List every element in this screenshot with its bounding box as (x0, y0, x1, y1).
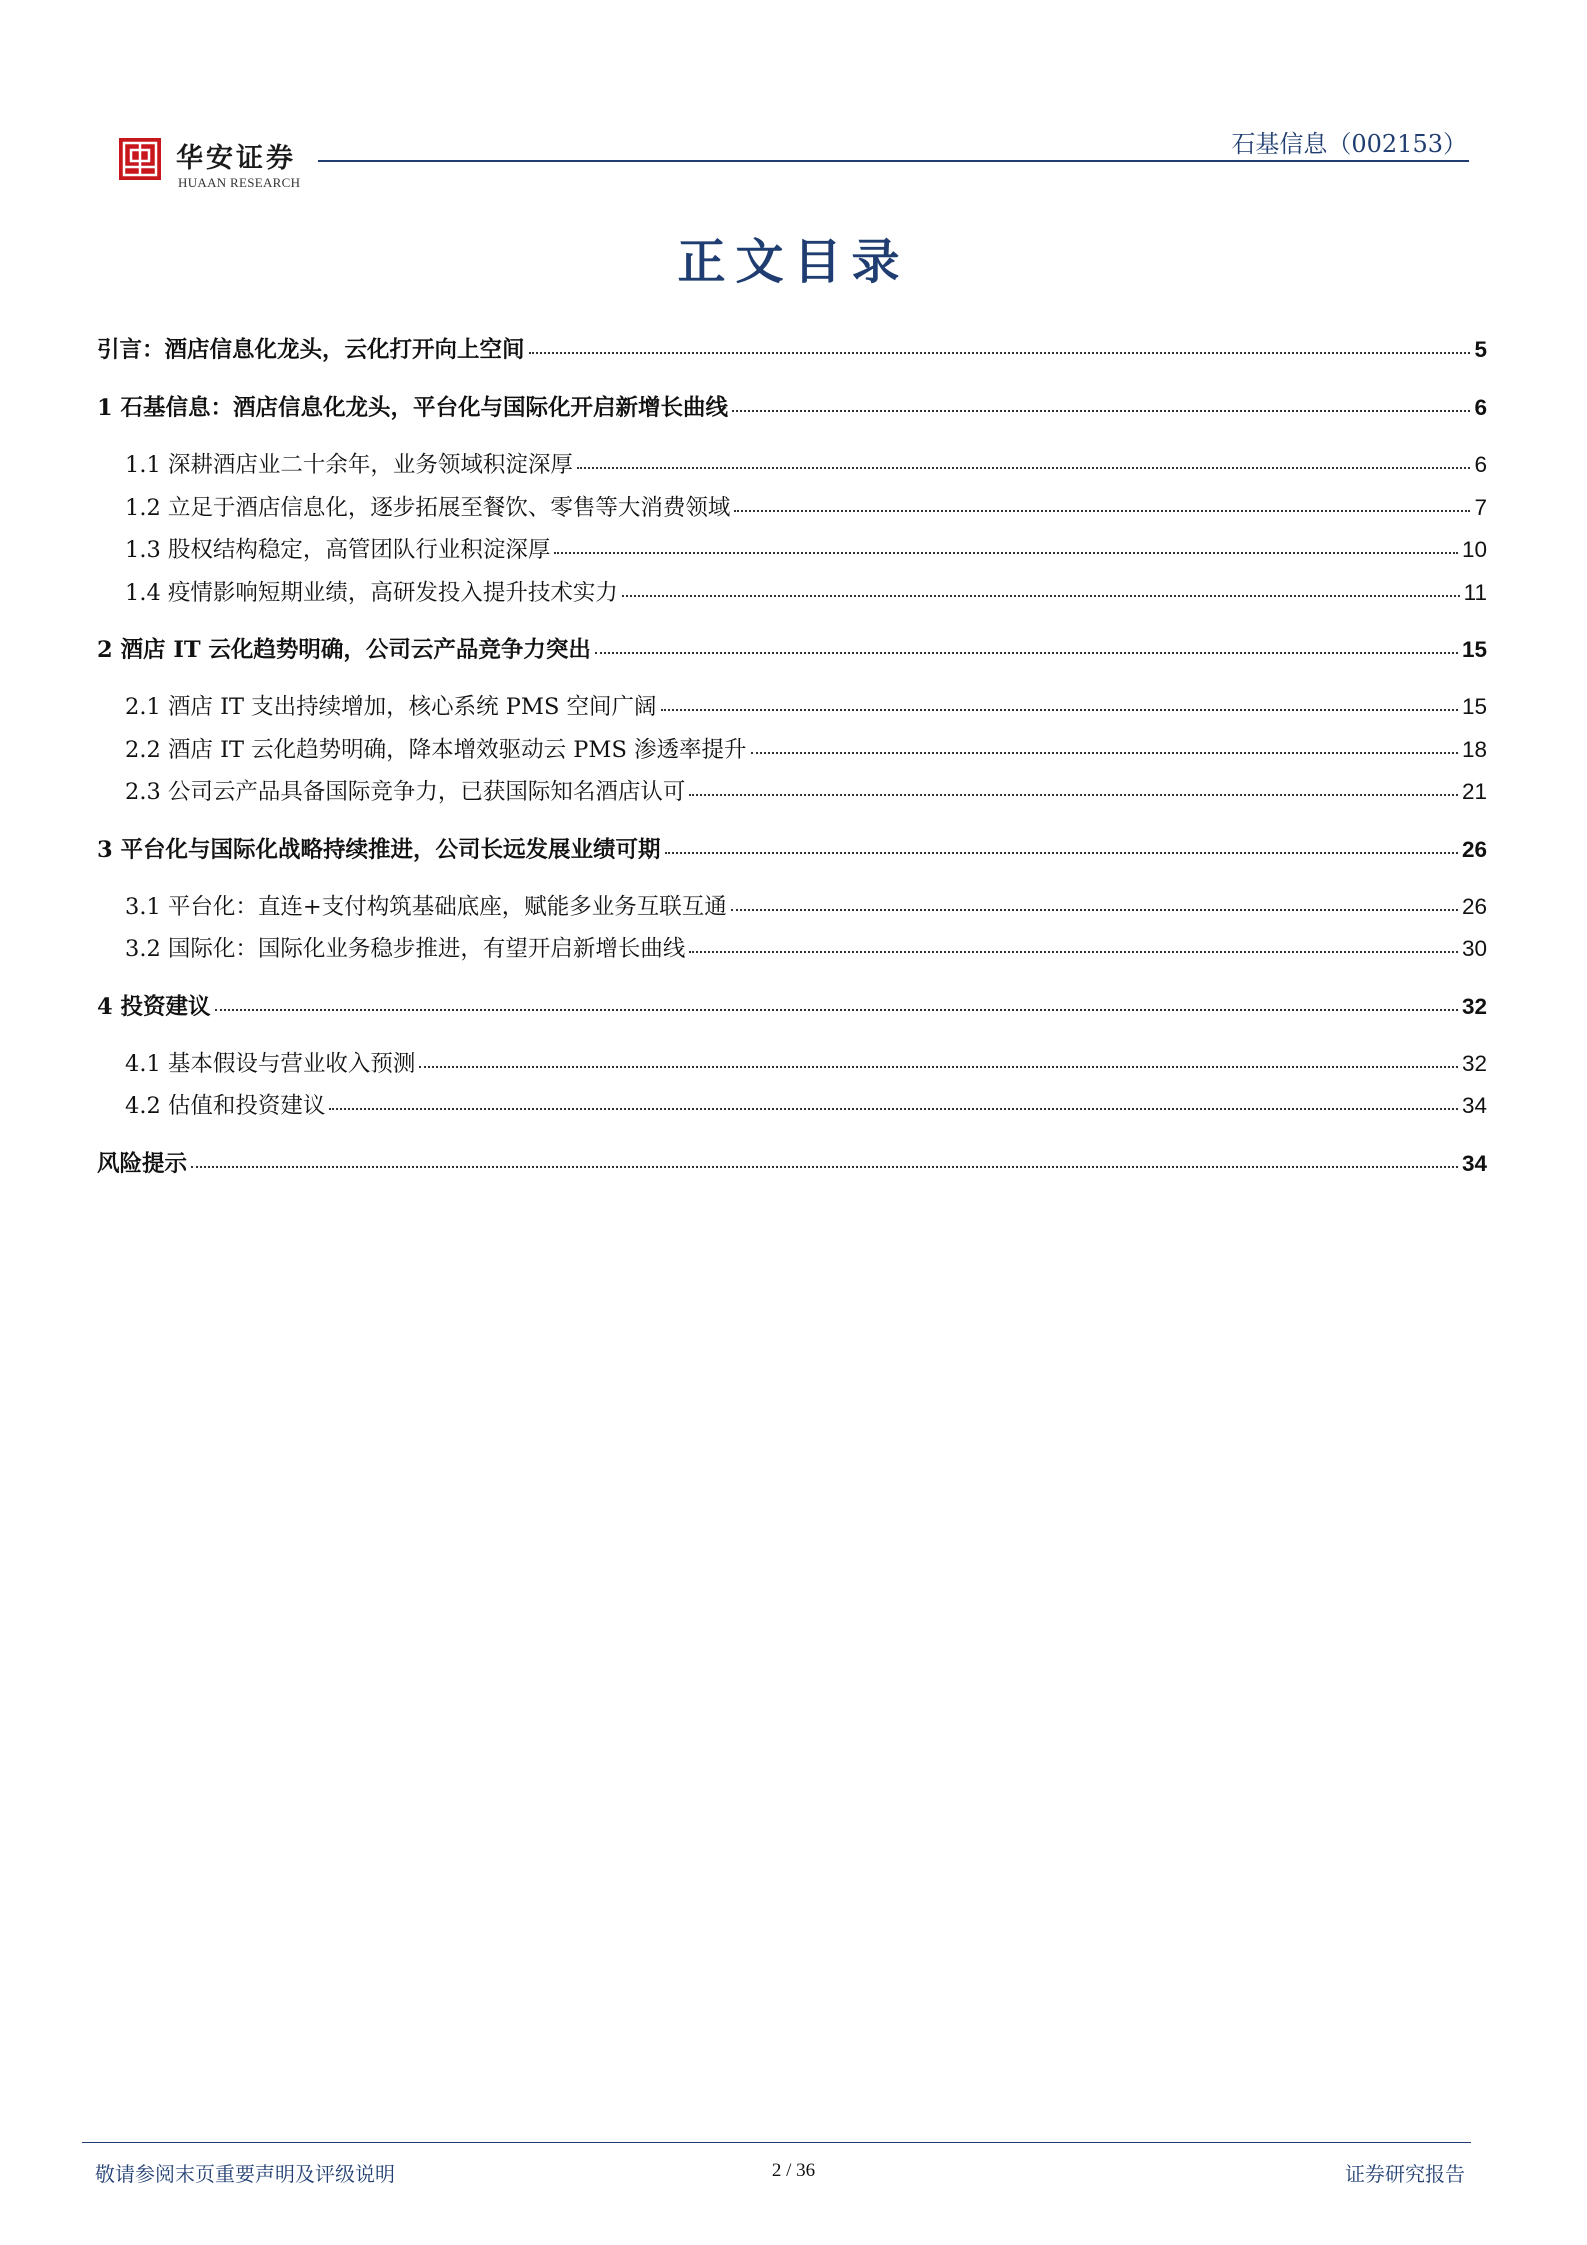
company-ticker: 石基信息（002153） (1231, 130, 1467, 158)
huaan-logo-icon (118, 137, 162, 181)
toc-dot-leader (577, 467, 1471, 469)
toc-entry-title: 引言：酒店信息化龙头，云化打开向上空间 (97, 337, 525, 363)
brand-name-english: HUAAN RESEARCH (178, 175, 301, 190)
brand-name: 华安证券 (176, 143, 296, 174)
toc-entry-title: 1.4 疫情影响短期业绩，高研发投入提升技术实力 (125, 579, 618, 606)
toc-entry-title: 3.2 国际化：国际化业务稳步推进，有望开启新增长曲线 (125, 936, 686, 962)
toc-dot-leader (191, 1166, 1458, 1168)
footer-divider (82, 2142, 1471, 2143)
toc-section-entry[interactable] (97, 732, 1487, 775)
toc-dot-leader (622, 595, 1460, 597)
toc-entry-page: 32 (1461, 993, 1487, 1019)
toc-section-entry[interactable] (97, 1046, 1487, 1089)
header-divider (318, 160, 1469, 162)
toc-entry-title: 2 酒店 IT 云化趋势明确，公司云产品竞争力突出 (97, 637, 591, 663)
toc-entry-title: 3.1 平台化：直连+支付构筑基础底座，赋能多业务互联互通 (125, 893, 727, 920)
toc-entry-title: 2.1 酒店 IT 支出持续增加，核心系统 PMS 空间广阔 (125, 694, 657, 720)
toc-chapter-entry[interactable] (97, 832, 1487, 875)
toc-entry-page: 34 (1461, 1150, 1487, 1176)
toc-dot-leader (731, 909, 1458, 911)
toc-chapter-entry[interactable] (97, 989, 1487, 1032)
toc-dot-leader (751, 752, 1458, 754)
toc-dot-leader (329, 1108, 1458, 1110)
toc-entry-page: 21 (1461, 779, 1487, 804)
toc-section-entry[interactable] (97, 532, 1487, 575)
toc-entry-page: 30 (1461, 936, 1487, 961)
toc-section-entry[interactable] (97, 575, 1487, 618)
toc-entry-title: 2.3 公司云产品具备国际竞争力，已获国际知名酒店认可 (125, 779, 686, 805)
toc-entry-page: 15 (1461, 637, 1487, 662)
toc-entry-page: 32 (1461, 1050, 1487, 1076)
toc-entry-page: 6 (1474, 452, 1487, 477)
toc-dot-leader (734, 510, 1470, 512)
toc-entry-page: 34 (1461, 1093, 1487, 1118)
toc-dot-leader (689, 951, 1458, 953)
toc-entry-title: 2.2 酒店 IT 云化趋势明确，降本增效驱动云 PMS 渗透率提升 (125, 736, 747, 763)
page-title: 正文目录 (677, 234, 910, 290)
toc-chapter-entry[interactable] (97, 332, 1487, 375)
footer-disclaimer: 敬请参阅末页重要声明及评级说明 (95, 2162, 395, 2186)
toc-entry-title: 1.2 立足于酒店信息化，逐步拓展至餐饮、零售等大消费领域 (125, 494, 731, 521)
toc-entry-page: 11 (1463, 579, 1487, 605)
toc-entry-title: 3 平台化与国际化战略持续推进，公司长远发展业绩可期 (97, 836, 661, 863)
toc-entry-title: 4 投资建议 (97, 993, 211, 1020)
toc-entry-page: 10 (1461, 537, 1487, 562)
toc-entry-title: 4.2 估值和投资建议 (125, 1093, 326, 1119)
toc-section-entry[interactable] (97, 1088, 1487, 1131)
toc-entry-page: 6 (1474, 395, 1487, 420)
toc-dot-leader (665, 852, 1458, 854)
toc-entry-page: 18 (1461, 736, 1487, 762)
toc-entry-page: 26 (1461, 893, 1487, 919)
toc-entry-page: 5 (1474, 337, 1487, 362)
toc-section-entry[interactable] (97, 774, 1487, 817)
toc-entry-title: 1 石基信息：酒店信息化龙头，平台化与国际化开启新增长曲线 (97, 395, 728, 421)
toc-chapter-entry[interactable] (97, 1146, 1487, 1189)
page-number: 2 / 36 (771, 2160, 816, 2181)
toc-entry-title: 风险提示 (97, 1150, 188, 1177)
toc-entry-title: 1.3 股权结构稳定，高管团队行业积淀深厚 (125, 537, 551, 563)
toc-section-entry[interactable] (97, 931, 1487, 974)
toc-section-entry[interactable] (97, 689, 1487, 732)
toc-entry-title: 4.1 基本假设与营业收入预测 (125, 1050, 416, 1077)
toc-chapter-entry[interactable] (97, 390, 1487, 433)
toc-dot-leader (554, 552, 1458, 554)
toc-dot-leader (661, 709, 1458, 711)
toc-entry-title: 1.1 深耕酒店业二十余年，业务领域积淀深厚 (125, 452, 573, 478)
toc-dot-leader (595, 652, 1458, 654)
toc-section-entry[interactable] (97, 490, 1487, 533)
toc-entry-page: 7 (1474, 494, 1487, 520)
toc-dot-leader (529, 352, 1471, 354)
toc-entry-page: 15 (1461, 694, 1487, 719)
toc-section-entry[interactable] (97, 447, 1487, 490)
toc-dot-leader (419, 1066, 1458, 1068)
toc-entry-page: 26 (1461, 836, 1487, 862)
toc-dot-leader (689, 794, 1458, 796)
table-of-contents (97, 332, 1487, 1189)
toc-chapter-entry[interactable] (97, 632, 1487, 675)
toc-section-entry[interactable] (97, 889, 1487, 932)
footer-doc-type: 证券研究报告 (1345, 2162, 1465, 2186)
toc-dot-leader (732, 410, 1470, 412)
toc-dot-leader (215, 1009, 1458, 1011)
